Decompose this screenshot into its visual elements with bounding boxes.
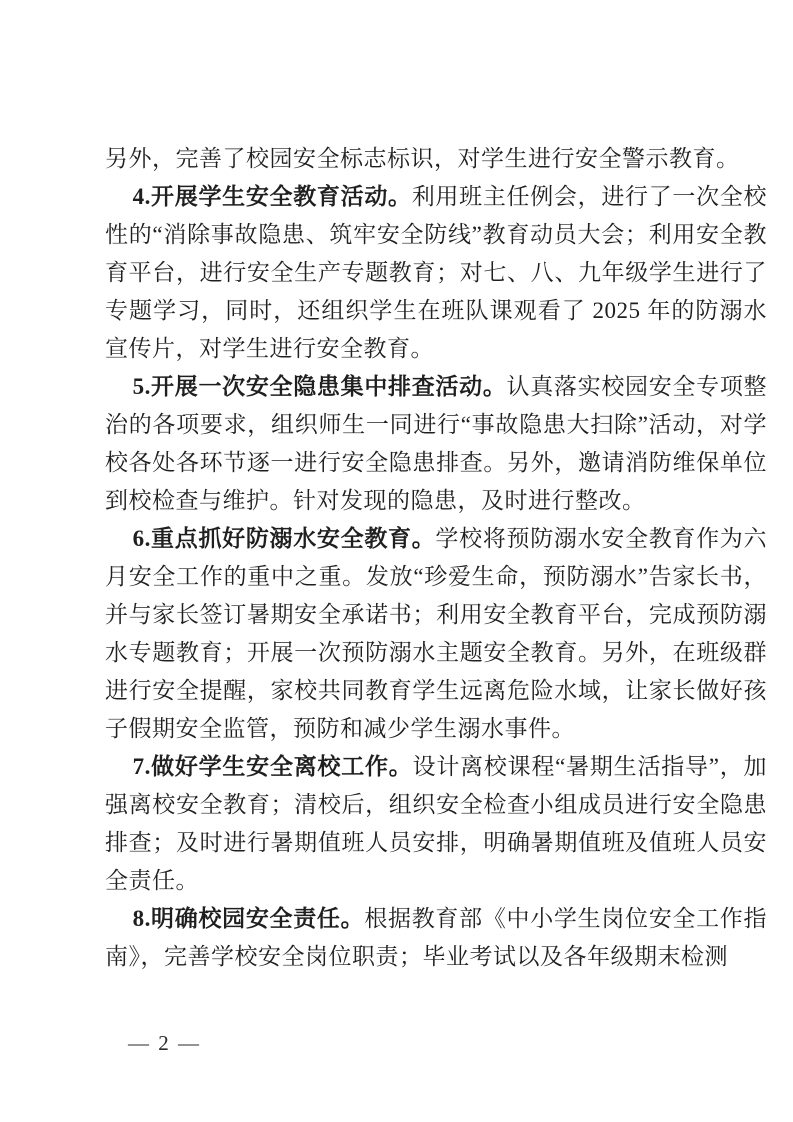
paragraph-continuation: 另外，完善了校园安全标志标识，对学生进行安全警示教育。 xyxy=(105,146,740,171)
paragraph xyxy=(105,368,767,520)
paragraph-label: 5.开展一次安全隐患集中排查活动。 xyxy=(132,374,507,399)
paragraph-label: 7.做好学生安全离校工作。 xyxy=(132,754,413,779)
paragraph-body: 设计离校课程“暑期生活指导”，加强离校安全教育；清校后，组织安全检查小组成员进行安全隐患排查；及时进行暑期值班人员安排，明确暑期值班及值班人员安全责任。 xyxy=(105,754,767,893)
paragraph xyxy=(105,748,767,900)
paragraph-body: 利用班主任例会，进行了一次全校性的“消除事故隐患、筑牢安全防线”教育动员大会；利用安全教育平台，进行安全生产专题教育；对七、八、九年级学生进行了专题学习，同时，还组织学生在班队课观看了 2025 年的防溺水宣传片，对学生进行安全教育。 xyxy=(105,184,768,361)
paragraph xyxy=(105,178,767,368)
document-body xyxy=(105,140,767,976)
paragraph-label: 4.开展学生安全教育活动。 xyxy=(132,184,412,209)
paragraph-body: 根据教育部《中小学生岗位安全工作指南》，完善学校安全岗位职责；毕业考试以及各年级期末检测 xyxy=(105,906,768,969)
paragraph-body: 认真落实校园安全专项整治的各项要求，组织师生一同进行“事故隐患大扫除”活动，对学校各处各环节逐一进行安全隐患排查。另外，邀请消防维保单位到校检查与维护。针对发现的隐患，及时进行整改。 xyxy=(105,374,768,513)
footer-page-number: — 2 — xyxy=(128,1031,201,1055)
paragraph-body: 学校将预防溺水安全教育作为六月安全工作的重中之重。发放“珍爱生命，预防溺水”告家长书，并与家长签订暑期安全承诺书；利用安全教育平台，完成预防溺水专题教育；开展一次预防溺水主题安全教育。另外，在班级群进行安全提醒，家校共同教育学生远离危险水域，让家长做好孩子假期安全监管，预防和减少学生溺水事件。 xyxy=(105,526,768,741)
paragraph-label: 8.明确校园安全责任。 xyxy=(132,906,365,931)
paragraph xyxy=(105,900,767,976)
paragraph-label: 6.重点抓好防溺水安全教育。 xyxy=(132,526,436,551)
paragraph xyxy=(105,520,767,748)
